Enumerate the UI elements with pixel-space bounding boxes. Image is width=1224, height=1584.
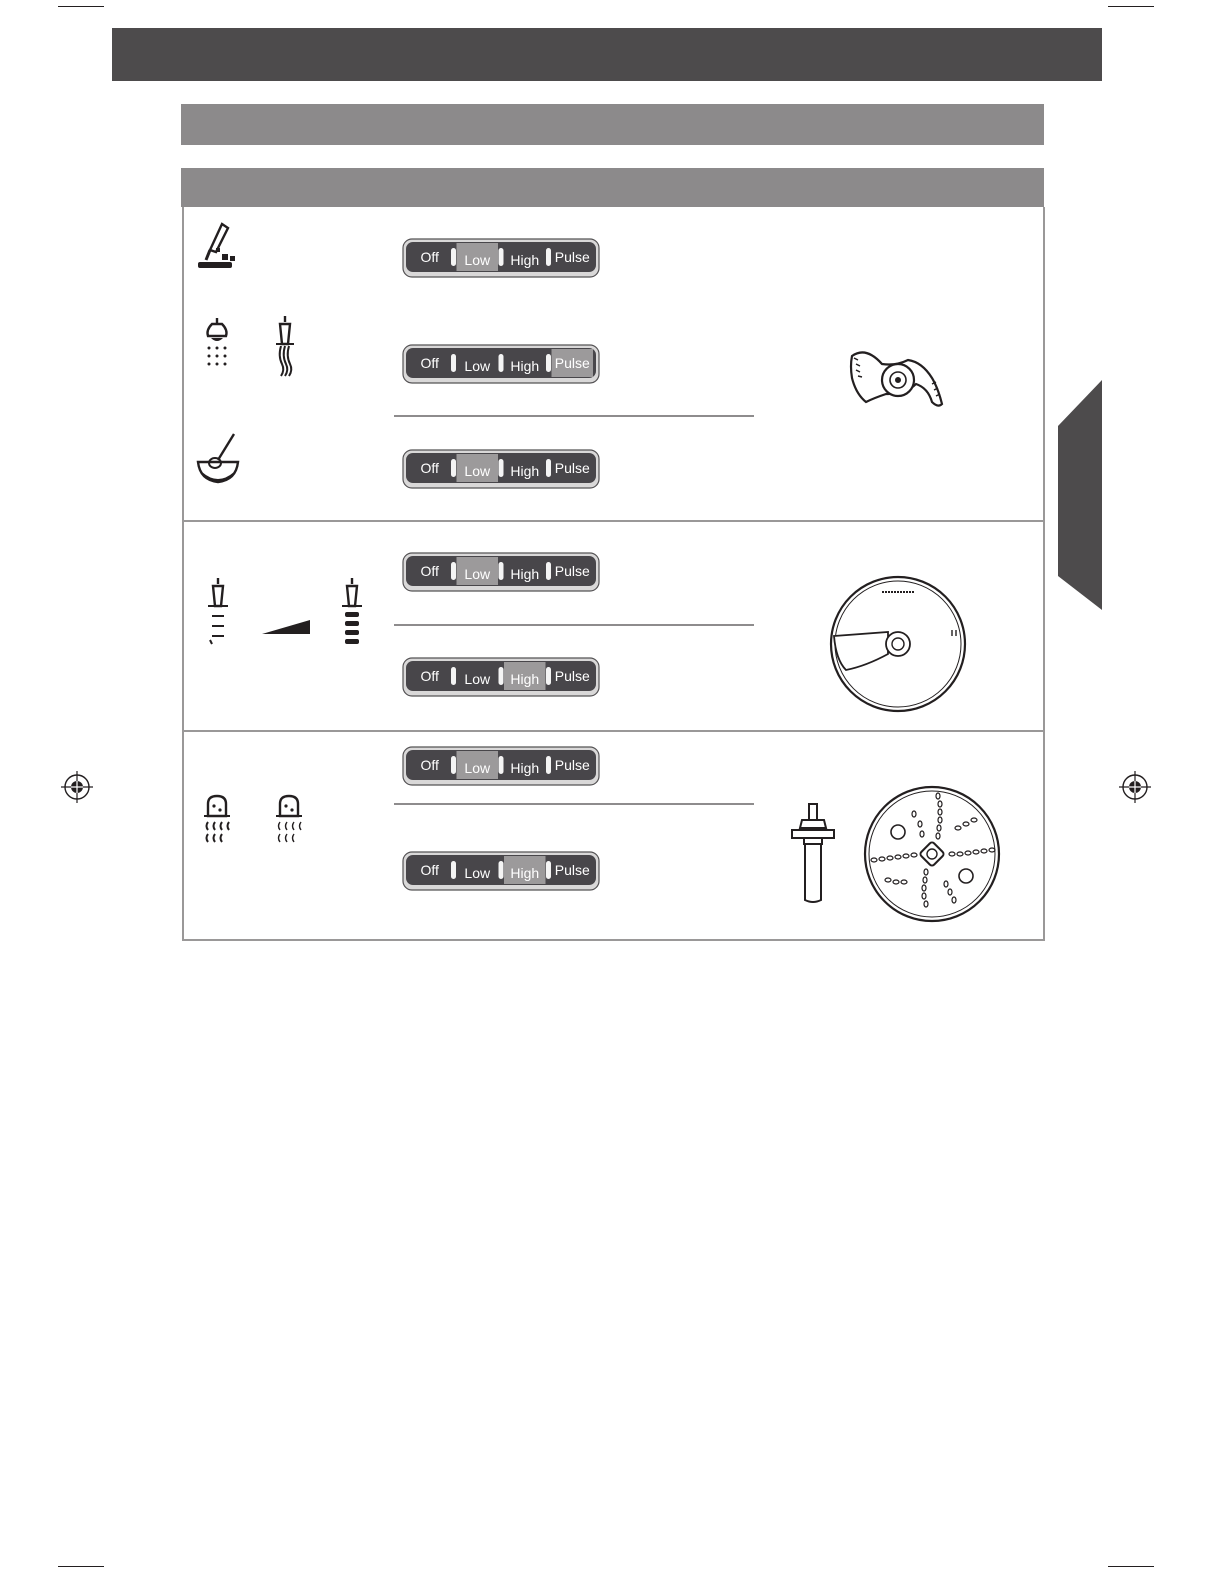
chapter-side-tab bbox=[1058, 380, 1102, 610]
speed-panel bbox=[402, 657, 600, 697]
speed-divider-pill bbox=[451, 562, 456, 580]
speed-panel bbox=[402, 746, 600, 786]
speed-label-low: Low bbox=[464, 252, 491, 268]
speed-label-high: High bbox=[510, 865, 540, 881]
speed-divider-pill bbox=[499, 562, 504, 580]
speed-panel bbox=[402, 851, 600, 891]
speed-divider bbox=[394, 415, 754, 417]
speed-divider-pill bbox=[499, 354, 504, 372]
table-header-bar bbox=[181, 168, 1044, 207]
speed-divider-pill bbox=[499, 861, 504, 879]
speed-divider-pill bbox=[451, 354, 456, 372]
crop-mark bbox=[58, 1566, 104, 1567]
speed-label-high: High bbox=[510, 566, 540, 582]
speed-divider-pill bbox=[499, 667, 504, 685]
speed-panel bbox=[402, 552, 600, 592]
thickness-wedge-icon bbox=[262, 618, 312, 636]
speed-label-off: Off bbox=[420, 757, 439, 773]
section-title-bar bbox=[181, 104, 1044, 145]
speed-divider-pill bbox=[546, 756, 551, 774]
speed-label-high: High bbox=[510, 252, 540, 268]
speed-label-pulse: Pulse bbox=[554, 460, 590, 476]
speed-divider-pill bbox=[546, 459, 551, 477]
speed-divider-pill bbox=[451, 861, 456, 879]
speed-panel bbox=[402, 344, 600, 384]
carrot-thick-slice-icon bbox=[338, 576, 366, 646]
speed-label-off: Off bbox=[420, 668, 439, 684]
speed-divider-pill bbox=[546, 667, 551, 685]
speed-divider-pill bbox=[546, 354, 551, 372]
page-header-bar bbox=[112, 28, 1102, 81]
registration-mark-icon bbox=[1118, 770, 1152, 804]
drive-adapter-icon bbox=[788, 800, 838, 906]
speed-label-off: Off bbox=[420, 249, 439, 265]
carrot-thin-slice-icon bbox=[204, 576, 232, 646]
speed-label-pulse: Pulse bbox=[554, 668, 590, 684]
multipurpose-blade-icon bbox=[846, 344, 950, 414]
speed-divider-pill bbox=[546, 861, 551, 879]
row-divider bbox=[182, 520, 1043, 522]
speed-label-low: Low bbox=[464, 566, 491, 582]
speed-label-pulse: Pulse bbox=[554, 757, 590, 773]
speed-panel bbox=[402, 449, 600, 489]
reversible-shredding-disc-icon bbox=[862, 784, 1002, 924]
speed-divider-pill bbox=[546, 562, 551, 580]
speed-panel bbox=[402, 238, 600, 278]
speed-label-off: Off bbox=[420, 563, 439, 579]
row-divider bbox=[182, 730, 1043, 732]
registration-mark-icon bbox=[60, 770, 94, 804]
speed-label-pulse: Pulse bbox=[554, 355, 590, 371]
speed-label-low: Low bbox=[464, 463, 491, 479]
adjustable-slicing-disc-icon bbox=[826, 574, 970, 714]
cheese-medium-shred-icon bbox=[274, 794, 304, 846]
speed-label-low: Low bbox=[464, 865, 491, 881]
speed-divider-pill bbox=[451, 459, 456, 477]
speed-label-high: High bbox=[510, 463, 540, 479]
speed-divider-pill bbox=[499, 756, 504, 774]
speed-label-low: Low bbox=[464, 760, 491, 776]
bowl-whisk-icon bbox=[194, 432, 242, 486]
speed-divider bbox=[394, 803, 754, 805]
speed-label-off: Off bbox=[420, 355, 439, 371]
speed-label-high: High bbox=[510, 358, 540, 374]
speed-divider-pill bbox=[499, 459, 504, 477]
crop-mark bbox=[1108, 1566, 1154, 1567]
speed-label-off: Off bbox=[420, 862, 439, 878]
speed-divider-pill bbox=[451, 756, 456, 774]
speed-label-low: Low bbox=[464, 671, 491, 687]
speed-divider-pill bbox=[451, 248, 456, 266]
onion-mince-icon bbox=[202, 316, 232, 368]
speed-divider-pill bbox=[451, 667, 456, 685]
cheese-fine-shred-icon bbox=[202, 794, 232, 846]
speed-label-pulse: Pulse bbox=[554, 563, 590, 579]
speed-label-pulse: Pulse bbox=[554, 249, 590, 265]
speed-divider-pill bbox=[499, 248, 504, 266]
speed-label-pulse: Pulse bbox=[554, 862, 590, 878]
speed-label-off: Off bbox=[420, 460, 439, 476]
crop-mark bbox=[1108, 6, 1154, 7]
speed-divider-pill bbox=[546, 248, 551, 266]
speed-divider bbox=[394, 624, 754, 626]
speed-label-high: High bbox=[510, 760, 540, 776]
speed-label-low: Low bbox=[464, 358, 491, 374]
carrot-shred-icon bbox=[272, 314, 298, 378]
knife-chopping-icon bbox=[194, 222, 240, 274]
crop-mark bbox=[58, 6, 104, 7]
speed-label-high: High bbox=[510, 671, 540, 687]
